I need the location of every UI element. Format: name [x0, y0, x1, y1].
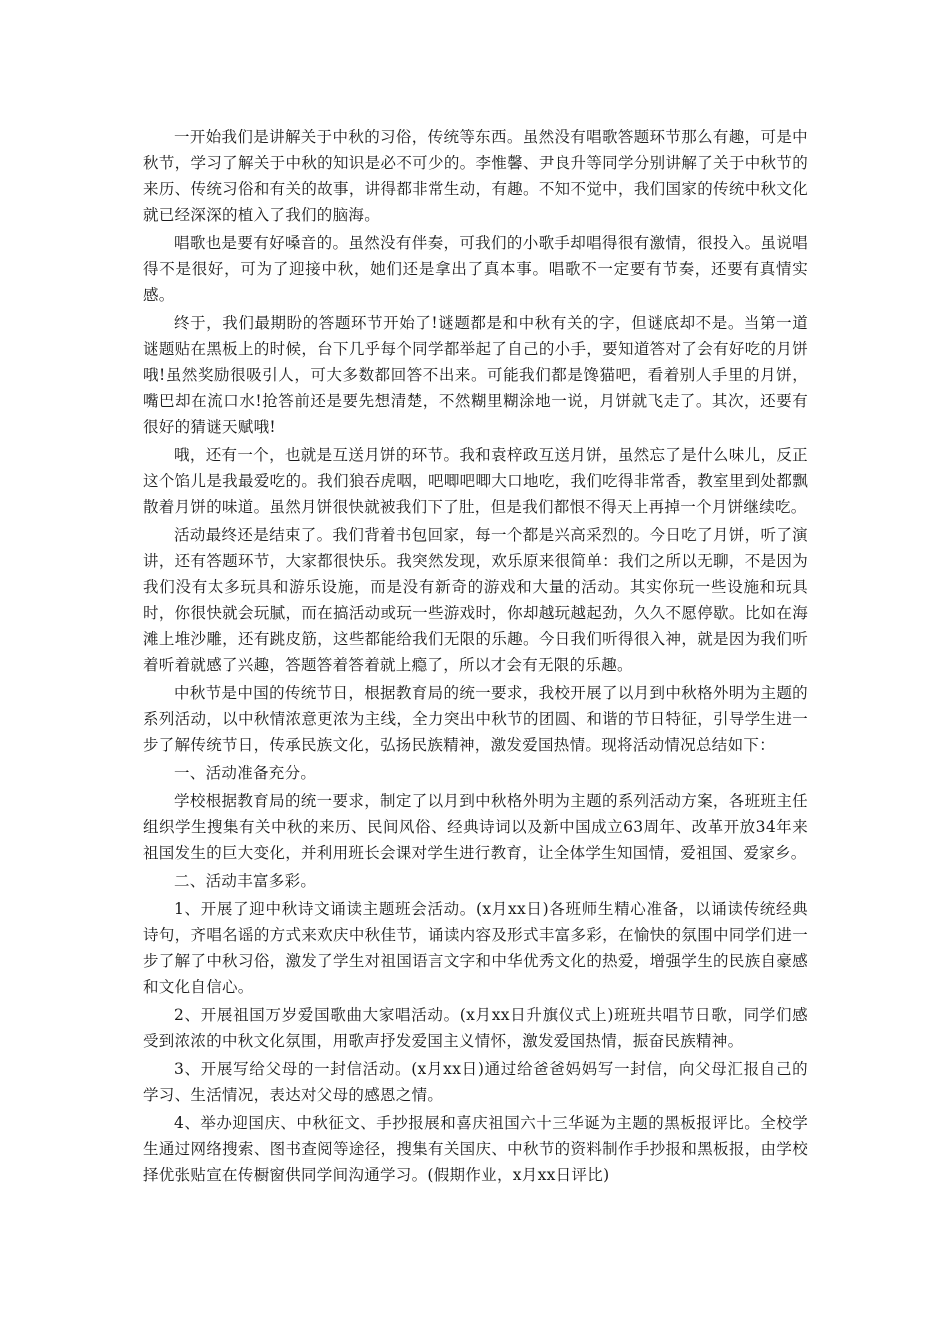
paragraph-5: 活动最终还是结束了。我们背着书包回家，每一个都是兴高采烈的。今日吃了月饼，听了演讲，还有答题环节，大家都很快乐。我突然发现，欢乐原来很简单：我们之所以无聊，不是因为我们没有太多玩具和游乐设施，而是没有新奇的游戏和大量的活动。其实你玩一些设施和玩具时，你很快就会玩腻，而在搞活动或玩一些游戏时，你却越玩越起劲，久久不愿停歇。比如在海滩上堆沙雕，还有跳皮筋，这些都能给我们无限的乐趣。今日我们听得很入神，就是因为我们听着听着就感了兴趣，答题答着答着就上瘾了，所以才会有无限的乐趣。: [143, 526, 808, 674]
document-body: [143, 124, 808, 1190]
paragraph-4: 哦，还有一个，也就是互送月饼的环节。我和袁梓政互送月饼，虽然忘了是什么味儿，反正这个馅儿是我最爱吃的。我们狼吞虎咽，吧唧吧唧大口地吃，我们吃得非常香，教室里到处都飘散着月饼的味道。虽然月饼很快就被我们下了肚，但是我们都恨不得天上再掉一个月饼继续吃。: [143, 446, 808, 516]
paragraph-6: 中秋节是中国的传统节日，根据教育局的统一要求，我校开展了以月到中秋格外明为主题的系列活动，以中秋情浓意更浓为主线，全力突出中秋节的团圆、和谐的节日特征，引导学生进一步了解传统节日，传承民族文化，弘扬民族精神，激发爱国热情。现将活动情况总结如下：: [143, 684, 808, 754]
paragraph-2: 唱歌也是要有好嗓音的。虽然没有伴奏，可我们的小歌手却唱得很有激情，很投入。虽说唱得不是很好，可为了迎接中秋，她们还是拿出了真本事。唱歌不一定要有节奏，还要有真情实感。: [143, 234, 808, 304]
paragraph-3: 终于，我们最期盼的答题环节开始了!谜题都是和中秋有关的字，但谜底却不是。当第一道谜题贴在黑板上的时候，台下几乎每个同学都举起了自己的小手，要知道答对了会有好吃的月饼哦!虽然奖励很吸引人，可大多数都回答不出来。可能我们都是馋猫吧，看着别人手里的月饼，嘴巴却在流口水!抢答前还是要先想清楚，不然糊里糊涂地一说，月饼就飞走了。其次，还要有很好的猜谜天赋哦!: [143, 314, 808, 436]
list-item-3: 3、开展写给父母的一封信活动。(x月xx日)通过给爸爸妈妈写一封信，向父母汇报自己的学习、生活情况，表达对父母的感恩之情。: [143, 1060, 808, 1104]
section-heading-1: 一、活动准备充分。: [174, 764, 317, 782]
paragraph-1: 一开始我们是讲解关于中秋的习俗，传统等东西。虽然没有唱歌答题环节那么有趣，可是中秋节，学习了解关于中秋的知识是必不可少的。李惟馨、尹良升等同学分别讲解了关于中秋节的来历、传统习俗和有关的故事，讲得都非常生动，有趣。不知不觉中，我们国家的传统中秋文化就已经深深的植入了我们的脑海。: [143, 128, 808, 224]
section-heading-2: 二、活动丰富多彩。: [174, 872, 317, 890]
list-item-4: 4、举办迎国庆、中秋征文、手抄报展和喜庆祖国六十三华诞为主题的黑板报评比。全校学生通过网络搜索、图书查阅等途径，搜集有关国庆、中秋节的资料制作手抄报和黑板报，由学校择优张贴宣在传橱窗供同学间沟通学习。(假期作业，x月xx日评比): [143, 1114, 808, 1184]
paragraph-7: 学校根据教育局的统一要求，制定了以月到中秋格外明为主题的系列活动方案，各班班主任组织学生搜集有关中秋的来历、民间风俗、经典诗词以及新中国成立63周年、改革开放34年来祖国发生的巨大变化，并利用班长会课对学生进行教育，让全体学生知国情，爱祖国、爱家乡。: [143, 792, 808, 862]
list-item-1: 1、开展了迎中秋诗文诵读主题班会活动。(x月xx日)各班师生精心准备，以诵读传统经典诗句，齐唱名谣的方式来欢庆中秋佳节，诵读内容及形式丰富多彩，在愉快的氛围中同学们进一步了解了中秋习俗，激发了学生对祖国语言文字和中华优秀文化的热爱，增强学生的民族自豪感和文化自信心。: [143, 900, 808, 996]
list-item-2: 2、开展祖国万岁爱国歌曲大家唱活动。(x月xx日升旗仪式上)班班共唱节日歌，同学们感受到浓浓的中秋文化氛围，用歌声抒发爱国主义情怀，激发爱国热情，振奋民族精神。: [143, 1006, 808, 1050]
